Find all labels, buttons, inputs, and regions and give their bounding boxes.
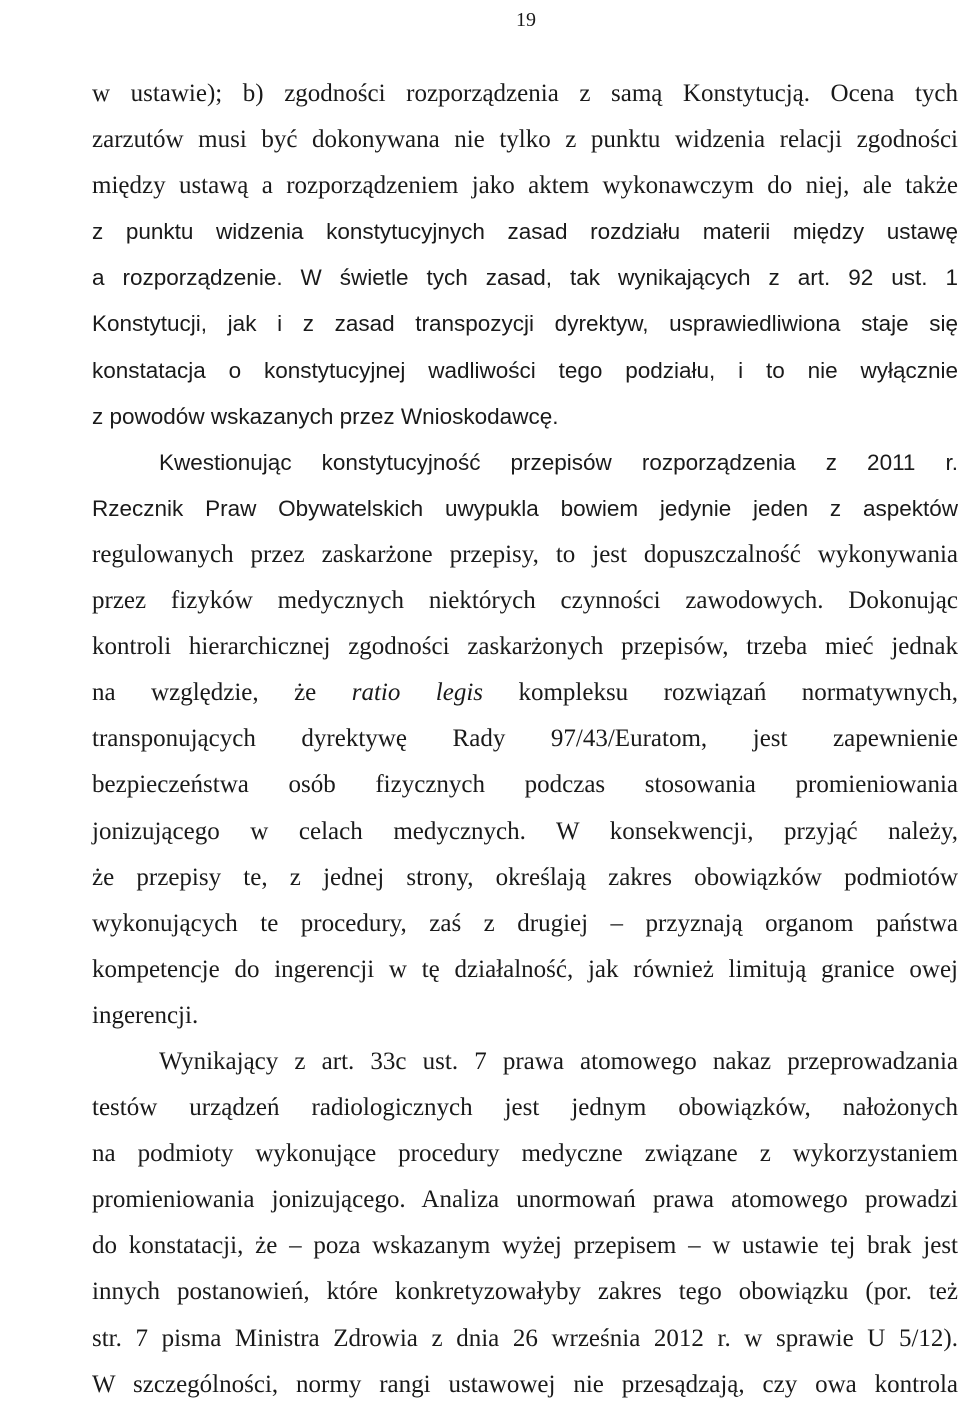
text-line: innych postanowień, które konkretyzowałyby zakres tego obowiązku (por. też [92,1278,958,1306]
text-line: kompetencje do ingerencji w tę działalność, jak również limitują granice owej [92,955,958,983]
page-number: 19 [516,9,536,31]
text-segment: kompleksu rozwiązań normatywnych, [483,679,959,707]
text-line: na podmioty wykonujące procedury medyczne związane z wykorzystaniem [92,1140,958,1168]
text-line: z punktu widzenia konstytucyjnych zasad rozdziału materii między ustawę [92,219,958,245]
paragraph-first-line: Wynikający z art. 33c ust. 7 prawa atomowego nakaz przeprowadzania [159,1047,958,1075]
text-line: że przepisy te, z jednej strony, określają zakres obowiązków podmiotów [92,863,958,891]
text-line: wykonujących te procedury, zaś z drugiej – przyznają organom państwa [92,909,958,937]
text-line: ingerencji. [92,1001,199,1029]
text-line: z powodów wskazanych przez Wnioskodawcę. [92,403,559,429]
text-line: przez fizyków medycznych niektórych czynności zawodowych. Dokonując [92,587,958,615]
text-line: jonizującego w celach medycznych. W konsekwencji, przyjąć należy, [92,817,958,845]
text-segment: na względzie, że [92,679,352,707]
text-line-with-italic [92,670,958,716]
text-line: zarzutów musi być dokonywana nie tylko z punktu widzenia relacji zgodności [92,126,958,154]
text-line: Rzecznik Praw Obywatelskich uwypukla bowiem jedynie jeden z aspektów [92,495,958,521]
document-body [92,71,958,1408]
paragraph-first-line: Kwestionując konstytucyjność przepisów rozporządzenia z 2011 r. [159,449,958,475]
text-line: W szczególności, normy rangi ustawowej nie przesądzają, czy owa kontrola [92,1370,958,1398]
text-line: transponujących dyrektywę Rady 97/43/Euratom, jest zapewnienie [92,725,958,753]
text-line: konstatacja o konstytucyjnej wadliwości tego podziału, i to nie wyłącznie [92,357,958,383]
italic-term-ratio-legis: ratio legis [351,679,484,707]
text-line: testów urządzeń radiologicznych jest jednym obowiązków, nałożonych [92,1094,958,1122]
text-line: bezpieczeństwa osób fizycznych podczas stosowania promieniowania [92,771,958,799]
text-line: regulowanych przez zaskarżone przepisy, to jest dopuszczalność wykonywania [92,540,958,568]
text-line: w ustawie); b) zgodności rozporządzenia z samą Konstytucją. Ocena tych [92,80,958,107]
text-line: kontroli hierarchicznej zgodności zaskarżonych przepisów, trzeba mieć jednak [92,633,958,661]
text-line: Konstytucji, jak i z zasad transpozycji dyrektyw, usprawiedliwiona staje się [92,311,958,337]
text-line: a rozporządzenie. W świetle tych zasad, tak wynikających z art. 92 ust. 1 [92,265,958,291]
text-line: promieniowania jonizującego. Analiza unormowań prawa atomowego prowadzi [92,1186,958,1214]
text-line: między ustawą a rozporządzeniem jako aktem wykonawczym do niej, ale także [92,172,958,200]
text-line: str. 7 pisma Ministra Zdrowia z dnia 26 września 2012 r. w sprawie U 5/12). [92,1324,958,1352]
text-line: do konstatacji, że – poza wskazanym wyżej przepisem – w ustawie tej brak jest [92,1232,958,1260]
